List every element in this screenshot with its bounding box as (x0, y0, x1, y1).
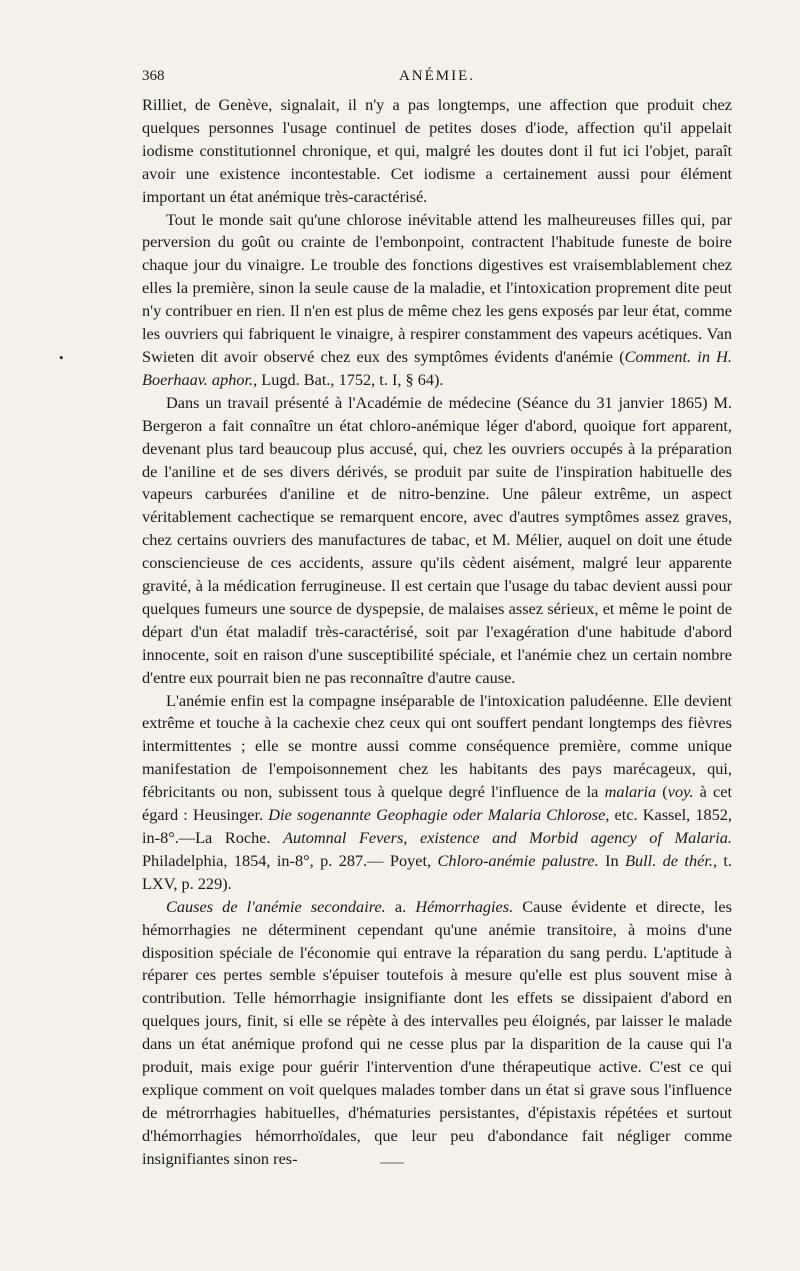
italic-text: Causes de l'anémie secondaire. (166, 896, 386, 916)
page-header (142, 68, 732, 92)
paragraph (142, 94, 732, 209)
text-run: à cet égard : Heusinger. (142, 782, 732, 825)
paragraph (142, 209, 732, 392)
italic-text: Hémorrhagies. (415, 896, 514, 916)
text-run: Dans un travail présenté à l'Académie de médecine (Séance du 31 janvier 1865) M. Bergeron a fait connaître un état chloro-anémique léger d'abord, quoique fort apparent, devenant plus tard beaucoup plus accusé, qui, chez les ouvriers occupés à la préparation de l'aniline et de ses divers dérivés, se produit par suite de l'inspiration habituelle des vapeurs carburées d'aniline et de nitro-benzine. Une pâleur extrême, un aspect véritablement cachectique se remarquent encore, avec d'autres symptômes assez graves, chez certains ouvriers des manufactures de tabac, et M. Mélier, auquel on doit une étude consciencieuse de ces accidents, assure qu'ils cèdent aisément, malgré leur apparente gravité, à la médication ferrugineuse. Il est certain que l'usage du tabac devient aussi pour quelques fumeurs une source de dyspepsie, de malaises assez sérieux, et même le point de départ d'un état maladif très-caractérisé, soit par l'exagération d'une habitude d'abord innocente, soit en raison d'une susceptibilité spéciale, et l'anémie chez un certain nombre d'entre eux pourrait bien ne pas reconnaître d'autre cause. (142, 392, 732, 687)
paragraph (142, 690, 732, 896)
paragraph (142, 896, 732, 1171)
text-run: Tout le monde sait qu'une chlorose inévitable attend les malheureuses filles qui, par perversion du goût ou crainte de l'embonpoint, contractent l'habitude funeste de boire chaque jour du vinaigre. Le trouble des fonctions digestives est vraisemblablement chez elles la première, sinon la seule cause de la maladie, et l'intoxication proprement dite peut n'y contribuer en rien. Il n'en est plus de même chez les gens exposés par leur état, comme les ouvriers qui fabriquent le vinaigre, à respirer constamment des vapeurs acétiques. Van Swieten dit avoir observé chez eux des symptômes évidents d'anémie ( (142, 209, 732, 366)
footer-mark (380, 1162, 404, 1164)
running-title: ANÉMIE. (398, 68, 476, 84)
italic-text: voy. (667, 782, 694, 802)
text-run: Rilliet, de Genève, signalait, il n'y a pas longtemps, une affection que produit chez quelques personnes l'usage continuel de petites doses d'iode, affection qu'il appelait iodisme constitutionnel chronique, et qui, malgré les doutes dont il fut ici l'objet, paraît avoir une existence incontestable. Cet iodisme a certainement aussi pour élément important un état anémique très-caractérisé. (142, 95, 732, 206)
text-run: ( (656, 782, 668, 802)
text-run: Cause évidente et directe, les hémorrhagies ne déterminent cependant qu'une anémie transitoire, à moins d'une disposition spéciale de l'économie qui entrave la réparation du sang perdu. L'aptitude à réparer ces pertes semble s'épuiser toutefois à mesure qu'elle est plus souvent mise à contribution. Telle hémorrhagie insignifiante dont les effets se dissipaient d'abord en quelques jours, finit, si elle se répète à des intervalles peu éloignés, par laisser le malade dans un état anémique profond qui ne cesse plus par la disparition de la cause qui l'a produit, mais exige pour guérir l'intervention d'une thérapeutique active. C'est ce qui explique comment on voit quelques malades tomber dans un état si grave sous l'influence de métrorrhagies habituelles, d'hématuries persistantes, d'épistaxis répétées et surtout d'hémorrhagies hémorrhoïdales, que leur peu d'abondance fait négliger comme insignifiantes sinon res- (142, 896, 732, 1168)
italic-text: malaria (604, 782, 657, 802)
body-text (142, 94, 732, 1171)
paragraph (142, 392, 732, 690)
text-run: , t. LXV, p. 229). (142, 850, 733, 893)
italic-text: Comment. in H. Boerhaav. aphor. (142, 346, 732, 389)
text-run: In (598, 850, 626, 870)
text-run: , etc. Kassel, 1852, in-8°.—La Roche. (142, 805, 733, 847)
page-number: 368 (142, 68, 165, 84)
text-run: , Lugd. Bat., 1752, t. I, § 64). (253, 369, 444, 389)
italic-text: Die sogenannte Geophagie oder Malaria Chlorose (268, 805, 606, 825)
italic-text: Bull. de thér. (625, 850, 713, 870)
italic-text: Chloro-anémie palustre. (437, 850, 599, 870)
text-run: a. (385, 896, 416, 916)
margin-mark: • (58, 352, 65, 365)
italic-text: Automnal Fevers, existence and Morbid agency of Malaria. (283, 828, 732, 847)
text-run: Philadelphia, 1854, in-8°, p. 287.— Poyet, (142, 850, 438, 870)
text-run: L'anémie enfin est la compagne inséparable de l'intoxication paludéenne. Elle devient extrême et touche à la cachexie chez ceux qui ont souffert pendant longtemps des fièvres intermittentes ; elle se montre aussi comme conséquence première, comme unique manifestation de l'empoisonnement chez les habitants des pays marécageux, qui, fébricitants ou non, subissent tous à quelque degré l'influence de la (142, 690, 732, 802)
